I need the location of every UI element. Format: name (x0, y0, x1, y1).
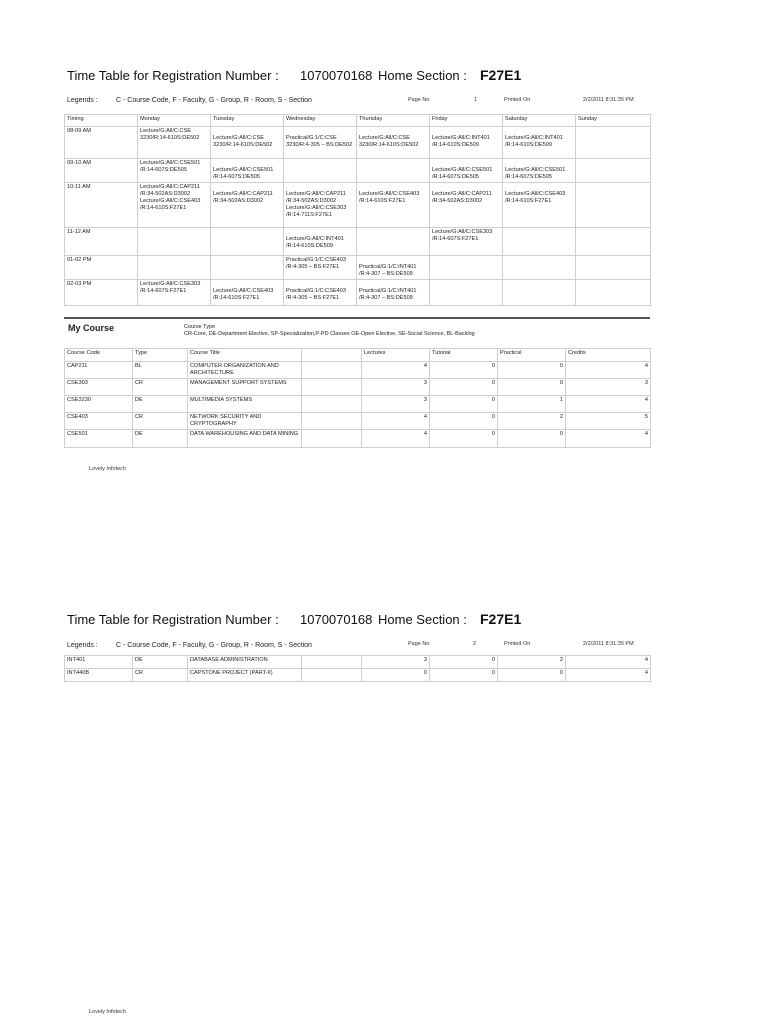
table-cell (302, 379, 362, 396)
table-cell: CSE403 (65, 413, 133, 430)
table-row (65, 127, 651, 159)
table-cell: Lecture/G:All/C:CSE303 /R:14-607S:F27E1 (430, 228, 503, 256)
table-cell: 2 (498, 656, 566, 669)
table-cell: 02-03 PM (65, 280, 138, 306)
table-row (65, 379, 651, 396)
table-cell: Lecture/G:All/C:CSE 3230/R:14-610S:DE502 (357, 127, 430, 159)
table-cell (302, 396, 362, 413)
table-cell (576, 256, 651, 280)
section-divider (64, 317, 650, 319)
table-cell (357, 159, 430, 183)
table-row (65, 396, 651, 413)
footer-brand: Lovely Infotech (89, 466, 126, 472)
table-cell: 3 (362, 396, 430, 413)
table-cell: CAP211 (65, 362, 133, 379)
table-cell (430, 256, 503, 280)
table-cell: DE (133, 430, 188, 448)
table-row (65, 656, 651, 669)
table-cell (503, 256, 576, 280)
table-cell: Practical/G:1/C:INT401 /R:4-307 – BS:DE509 (357, 256, 430, 280)
page-no-value: 1 (474, 97, 478, 103)
table-cell (503, 228, 576, 256)
legend-page2 (67, 642, 312, 649)
table-cell: 4 (362, 430, 430, 448)
table-cell (302, 656, 362, 669)
table-cell (576, 159, 651, 183)
table-cell (211, 256, 284, 280)
table-cell: 4 (566, 362, 651, 379)
table-cell: 0 (430, 669, 498, 682)
table-row (65, 413, 651, 430)
table-cell: CAPSTONE PROJECT (PART-II) (188, 669, 302, 682)
table-cell: 4 (566, 396, 651, 413)
table-row (65, 256, 651, 280)
table-cell: Tutorial (430, 349, 498, 362)
footer-brand-page2: Lovely Infotech (89, 1009, 126, 1015)
table-cell (302, 669, 362, 682)
table-cell: Course Title (188, 349, 302, 362)
table-cell: Lecture/G:All/C:CAP211 /R:34-502AS:D3002 Lecture/G:All/C:CSE303 /R:14-711S:F27E1 (284, 183, 357, 228)
table-header-row (65, 349, 651, 362)
table-cell: 08-09 AM (65, 127, 138, 159)
table-cell (576, 183, 651, 228)
my-course-title: My Course (68, 323, 115, 333)
table-cell: 4 (362, 413, 430, 430)
table-cell: DE (133, 396, 188, 413)
table-cell: Tuesday (211, 115, 284, 127)
table-cell: INT401 (65, 656, 133, 669)
table-cell (576, 228, 651, 256)
printed-on-value: 2/2/2011 8:31:35 PM (583, 641, 634, 647)
table-cell: CR (133, 413, 188, 430)
table-cell: 10-11 AM (65, 183, 138, 228)
table-cell: 3 (566, 379, 651, 396)
table-cell: CSE3230 (65, 396, 133, 413)
table-cell: 0 (498, 379, 566, 396)
course-table-page2 (64, 655, 651, 682)
legend-label: Legends : (67, 642, 98, 649)
table-cell: Lecture/G:All/C:CAP211 /R:34-502AS:D3002 Lecture/G:All/C:CSE403 /R:14-610S:F27E1 (138, 183, 211, 228)
table-cell: Lecture/G:All/C:CSE303 /R:14-607S:F27E1 (138, 280, 211, 306)
table-cell (138, 256, 211, 280)
legend-label: Legends : (67, 97, 98, 104)
table-cell: Lecture/G:All/C:CSE501 /R:14-607S:DE505 (503, 159, 576, 183)
table-cell: Monday (138, 115, 211, 127)
table-cell: 4 (362, 362, 430, 379)
table-cell: MULTIMEDIA SYSTEMS (188, 396, 302, 413)
table-cell: 3 (362, 656, 430, 669)
table-cell: 0 (430, 396, 498, 413)
legend (67, 97, 312, 104)
page-no-label: Page No (408, 97, 430, 103)
table-cell: INT440B (65, 669, 133, 682)
table-cell: DATA WAREHOUSING AND DATA MINING (188, 430, 302, 448)
table-cell: 4 (566, 430, 651, 448)
registration-number: 1070070168 (300, 612, 373, 627)
table-cell: Practical (498, 349, 566, 362)
table-cell: 0 (430, 656, 498, 669)
table-cell: Lecture/G:All/C:CAP211 /R:34-502AS:D3002 (211, 183, 284, 228)
table-cell: DE (133, 656, 188, 669)
table-cell: Lecture/G:All/C:INT401 /R:14-610S:DE509 (503, 127, 576, 159)
table-cell (503, 280, 576, 306)
registration-number: 1070070168 (300, 68, 373, 83)
table-cell: 0 (430, 362, 498, 379)
table-row (65, 228, 651, 256)
table-cell (302, 413, 362, 430)
table-cell: 0 (498, 669, 566, 682)
table-cell: 0 (430, 413, 498, 430)
table-cell: Thursday (357, 115, 430, 127)
table-row (65, 280, 651, 306)
table-row (65, 183, 651, 228)
home-section-label: Home Section : (378, 612, 467, 627)
table-cell: Lecture/G:All/C:CSE403 /R:14-610S:F27E1 (503, 183, 576, 228)
table-cell: CSE501 (65, 430, 133, 448)
printed-on-value: 2/2/2011 8:31:35 PM (583, 97, 634, 103)
table-cell: Lecture/G:All/C:CSE501 /R:14-607S:DE505 (211, 159, 284, 183)
home-section-value: F27E1 (480, 611, 522, 627)
table-cell: 1 (498, 396, 566, 413)
table-cell: Practical/G:1/C:INT401 /R:4-307 – BS:DE509 (357, 280, 430, 306)
course-type-label: Course Type (184, 324, 216, 330)
table-cell: 09-10 AM (65, 159, 138, 183)
table-cell: NETWORK SECURITY AND CRYPTOGRAPHY (188, 413, 302, 430)
table-row (65, 430, 651, 448)
table-cell: Saturday (503, 115, 576, 127)
table-cell: Lecture/G:All/C:CSE403 /R:14-610S:F27E1 (211, 280, 284, 306)
table-cell (430, 280, 503, 306)
table-cell: Lecture/G:All/C:CSE403 /R:14-610S:F27E1 (357, 183, 430, 228)
table-cell (302, 349, 362, 362)
table-cell: 01-02 PM (65, 256, 138, 280)
table-cell: 5 (566, 413, 651, 430)
page-no-value: 2 (473, 641, 477, 647)
table-cell: Practical/G:1/C:CSE403 /R:4-305 – BS:F27E1 (284, 256, 357, 280)
header-title: Time Table for Registration Number : (67, 612, 279, 627)
table-cell (284, 159, 357, 183)
table-cell: Credits (566, 349, 651, 362)
table-cell: 0 (498, 362, 566, 379)
table-cell: BL (133, 362, 188, 379)
page-no-label: Page No (408, 641, 430, 647)
timetable-grid (64, 114, 651, 306)
timetable-header-page2 (67, 611, 522, 627)
table-cell: 4 (566, 669, 651, 682)
table-cell: Practical/G:1/C:CSE 3230/R:4-305 – BS:DE502 (284, 127, 357, 159)
table-cell: 2 (498, 413, 566, 430)
table-cell: Lecture/G:All/C:INT401 /R:14-610S:DE509 (430, 127, 503, 159)
course-table (64, 348, 651, 448)
table-cell: Lecture/G:All/C:CAP211 /R:34-502AS:D3002 (430, 183, 503, 228)
table-row (65, 159, 651, 183)
table-cell: 11-12 AM (65, 228, 138, 256)
legend-text: C - Course Code, F - Faculty, G - Group, R - Room, S - Section (116, 642, 312, 649)
table-cell: MANAGEMENT SUPPORT SYSTEMS (188, 379, 302, 396)
table-cell: 0 (362, 669, 430, 682)
table-cell: Practical/G:1/C:CSE403 /R:4-305 – BS:F27E1 (284, 280, 357, 306)
table-cell: Lecture/G:All/C:CSE 3230/R:14-610S:DE502 (211, 127, 284, 159)
table-cell: Sunday (576, 115, 651, 127)
printed-on-label: Printed On (504, 641, 531, 647)
table-cell: Lecture/G:All/C:INT401 /R:14-610S:DE509 (284, 228, 357, 256)
printed-on-label: Printed On (504, 97, 531, 103)
table-cell: CR (133, 379, 188, 396)
table-cell: Timing (65, 115, 138, 127)
table-cell: Type (133, 349, 188, 362)
table-cell: Lecture/G:All/C:CSE501 /R:14-607S:DE505 (138, 159, 211, 183)
table-cell: Course Code (65, 349, 133, 362)
home-section-label: Home Section : (378, 68, 467, 83)
table-cell: 0 (430, 379, 498, 396)
home-section-value: F27E1 (480, 67, 522, 83)
table-cell: Wednesday (284, 115, 357, 127)
timetable-header (67, 67, 522, 83)
table-row (65, 669, 651, 682)
header-title: Time Table for Registration Number : (67, 68, 279, 83)
legend-text: C - Course Code, F - Faculty, G - Group, R - Room, S - Section (116, 97, 312, 104)
table-cell: CSE303 (65, 379, 133, 396)
table-cell (138, 228, 211, 256)
table-cell: Lecture/G:All/C:CSE 3230/R:14-610S:DE502 (138, 127, 211, 159)
table-cell: DATABASE ADMINISTRATION (188, 656, 302, 669)
table-cell: Lecture/G:All/C:CSE501 /R:14-607S:DE505 (430, 159, 503, 183)
table-cell (211, 228, 284, 256)
table-cell (576, 127, 651, 159)
table-row (65, 362, 651, 379)
table-cell: Friday (430, 115, 503, 127)
course-type-legend: CR-Core, DE-Department Elective, SP-Specialization,P-PD Classes OE-Open Elective, SE-Social Science, BL-Backlog (184, 331, 475, 337)
table-cell: COMPUTER ORGANIZATION AND ARCHITECTURE (188, 362, 302, 379)
table-cell: Lectures (362, 349, 430, 362)
table-cell: CR (133, 669, 188, 682)
table-header-row (65, 115, 651, 127)
table-cell (576, 280, 651, 306)
table-cell (302, 362, 362, 379)
table-cell (357, 228, 430, 256)
table-cell (302, 430, 362, 448)
table-cell: 0 (430, 430, 498, 448)
table-cell: 0 (498, 430, 566, 448)
table-cell: 3 (362, 379, 430, 396)
table-cell: 4 (566, 656, 651, 669)
